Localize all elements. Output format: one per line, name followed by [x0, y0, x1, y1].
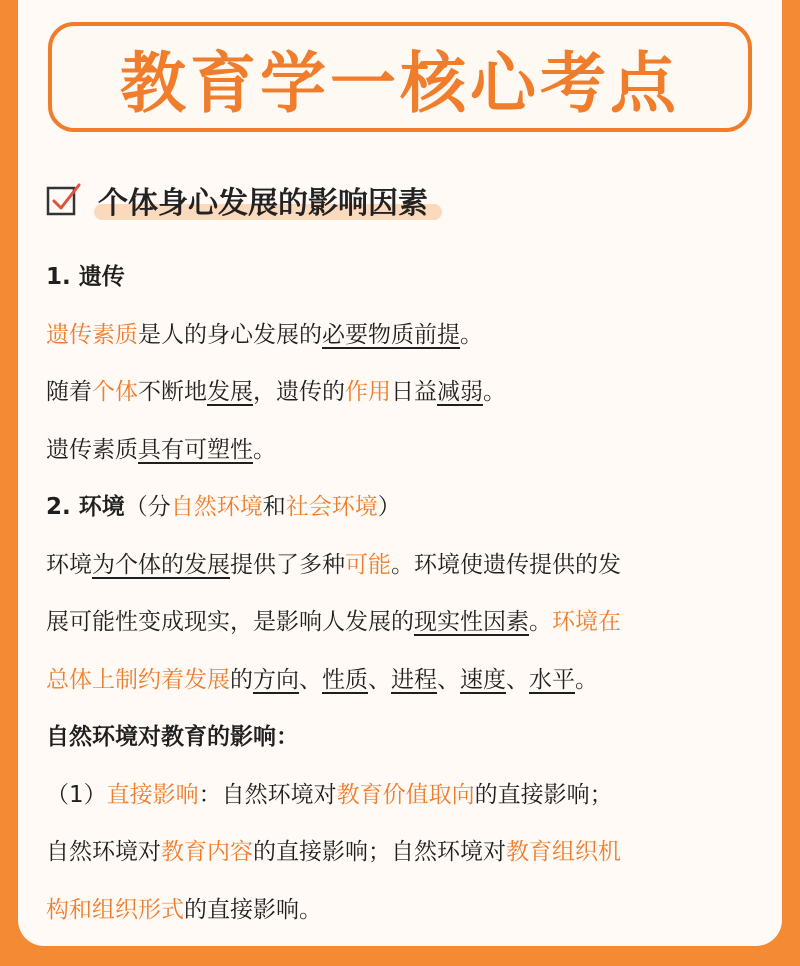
underlined-term: 现实性因素 [414, 609, 529, 635]
text-span: 。 [460, 321, 483, 348]
text-line [46, 537, 766, 595]
orange-term: 自然环境 [170, 494, 263, 520]
text-line [46, 422, 766, 480]
section-header [46, 170, 428, 230]
text-span: 。 [483, 379, 506, 405]
body-text [46, 249, 766, 939]
section-title: 个体身心发展的影响因素 [98, 186, 428, 221]
text-span: 自然环境对 [46, 839, 161, 865]
heading-text: 2. 环境 [46, 494, 125, 520]
text-span: 、 [299, 666, 322, 693]
text-line [46, 652, 766, 710]
text-span: 随着 [46, 379, 92, 405]
orange-term: 直接影响 [106, 781, 199, 808]
checkbox-checked-icon [46, 182, 82, 218]
orange-term: 教育价值取向 [336, 781, 475, 808]
text-span: 的 [230, 666, 253, 693]
text-span: 环境 [46, 551, 92, 578]
text-span: 日益 [391, 379, 437, 405]
orange-term: 教育内容 [161, 839, 253, 865]
text-span: 的直接影响。 [184, 896, 322, 923]
text-span: 提供了多种 [230, 551, 345, 578]
text-span: 。环境使遗传提供的发 [391, 551, 621, 578]
orange-term: 个体 [92, 379, 138, 405]
text-span: 是人的身心发展的 [138, 321, 322, 348]
text-span: 、 [506, 666, 529, 693]
underlined-term: 进程 [391, 666, 437, 693]
orange-term: 构和组织形式 [46, 896, 184, 923]
text-span: （分 [124, 494, 171, 520]
text-line [46, 824, 766, 882]
orange-term: 环境在 [552, 609, 621, 635]
underlined-term: 减弱 [437, 379, 483, 405]
text-span: 。 [253, 436, 276, 463]
title-banner [48, 22, 752, 132]
text-line [46, 307, 766, 365]
text-line [46, 594, 766, 652]
heading-environment [46, 479, 766, 537]
underlined-term: 发展 [207, 379, 253, 405]
text-span: 、 [437, 666, 460, 693]
orange-term: 社会环境 [285, 494, 378, 520]
orange-term: 教育组织机 [506, 839, 621, 865]
text-line [46, 364, 766, 422]
underlined-term: 水平 [529, 666, 575, 693]
text-span: 遗传素质 [46, 436, 138, 463]
orange-term: 总体上制约着发展 [46, 666, 230, 693]
text-span: ：自然环境对 [198, 781, 337, 808]
text-line [46, 882, 766, 940]
orange-term: 遗传素质 [46, 321, 138, 348]
text-span: 和 [262, 494, 286, 520]
text-span: ，遗传的 [253, 379, 345, 405]
text-span: 、 [368, 666, 391, 693]
underlined-term: 具有可塑性 [138, 436, 253, 463]
text-span: 展可能性变成现实，是影响人发展的 [46, 609, 414, 635]
underlined-term: 必要物质前提 [322, 321, 460, 348]
section-title-wrap [98, 178, 428, 222]
underlined-term: 速度 [460, 666, 506, 693]
text-span: （1） [46, 781, 107, 808]
underlined-term: 方向 [253, 666, 299, 693]
heading-heredity: 1. 遗传 [46, 264, 125, 290]
text-span: 。 [529, 609, 552, 635]
heading-natural-environment: 自然环境对教育的影响： [46, 724, 299, 750]
text-span: ） [377, 494, 401, 520]
text-span: 不断地 [138, 379, 207, 405]
underlined-term: 为个体的发展 [92, 551, 230, 578]
page-title: 教育学一核心考点 [120, 44, 680, 122]
text-line [46, 767, 766, 825]
orange-term: 可能 [345, 551, 391, 578]
content-card [18, 0, 782, 946]
underlined-term: 性质 [322, 666, 368, 693]
text-span: 的直接影响；自然环境对 [253, 839, 506, 865]
text-span: 。 [575, 666, 598, 693]
text-span: 的直接影响； [474, 781, 613, 808]
orange-term: 作用 [345, 379, 391, 405]
